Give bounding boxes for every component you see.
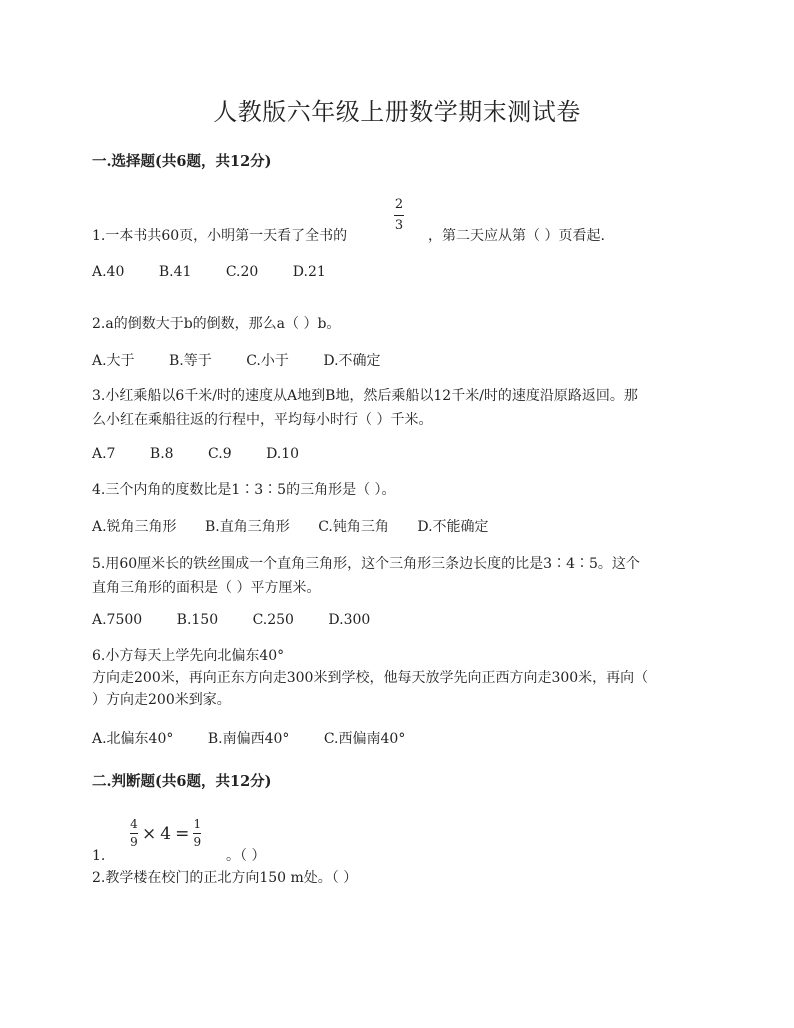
option-b: B.8 xyxy=(149,446,174,462)
option-c: C.9 xyxy=(208,446,232,462)
fraction-numerator: 1 xyxy=(193,817,202,831)
fraction-two-thirds xyxy=(394,198,404,233)
judge-question-1-number: 1. xyxy=(92,848,106,864)
equals-sign: = xyxy=(175,823,190,844)
fraction-denominator: 9 xyxy=(193,835,202,849)
fraction-four-ninths xyxy=(130,818,138,849)
fraction-denominator: 3 xyxy=(394,218,404,233)
question-6-line-3: ）方向走200米到家。 xyxy=(92,692,231,708)
option-a: A.7500 xyxy=(92,612,143,628)
option-d: D.300 xyxy=(328,612,371,628)
option-a: A.北偏东40° xyxy=(92,731,174,747)
option-d: D.不确定 xyxy=(323,353,381,369)
fraction-denominator: 9 xyxy=(130,835,138,849)
option-b: B.41 xyxy=(158,264,192,280)
fraction-numerator: 4 xyxy=(130,817,138,831)
section-heading-judge: 二.判断题(共6题，共12分) xyxy=(92,773,272,790)
question-5-line-1: 5.用60厘米长的铁丝围成一个直角三角形，这个三角形三条边长度的比是3∶4∶5。这个 xyxy=(92,556,640,572)
question-5-line-2: 直角三角形的面积是（ ）平方厘米。 xyxy=(92,580,321,596)
section-heading-choice: 一.选择题(共6题，共12分) xyxy=(92,153,272,170)
option-a: A.大于 xyxy=(92,353,135,369)
option-c: C.西偏南40° xyxy=(323,731,406,747)
fraction-bar xyxy=(130,833,138,834)
question-4-text: 4.三个内角的度数比是1∶3∶5的三角形是（ ）。 xyxy=(92,482,396,498)
math-expression xyxy=(130,818,201,849)
fraction-bar xyxy=(193,833,201,834)
option-a: A.40 xyxy=(92,264,125,280)
operand-four: 4 xyxy=(160,823,172,844)
times-sign: × xyxy=(142,823,157,844)
option-b: B.南偏西40° xyxy=(207,731,290,747)
option-c: C.小于 xyxy=(246,353,289,369)
option-d: D.21 xyxy=(292,264,326,280)
fraction-one-ninth xyxy=(193,818,201,849)
fraction-numerator: 2 xyxy=(394,197,404,212)
question-4-options xyxy=(92,516,519,536)
option-b: B.150 xyxy=(176,612,219,628)
option-b: B.等于 xyxy=(169,353,212,369)
option-c: C.钝角三角 xyxy=(318,519,389,535)
question-1-text-before: 1.一本书共60页，小明第一天看了全书的 xyxy=(92,228,348,244)
judge-question-2-text: 2.教学楼在校门的正北方向150 m处。（ ） xyxy=(92,870,358,886)
judge-question-1 xyxy=(92,818,392,868)
option-a: A.锐角三角形 xyxy=(92,519,177,535)
page-title: 人教版六年级上册数学期末测试卷 xyxy=(213,98,581,126)
question-3-line-2: 么小红在乘船往返的行程中，平均每小时行（ ）千米。 xyxy=(92,412,433,428)
option-d: D.不能确定 xyxy=(417,519,489,535)
option-a: A.7 xyxy=(92,446,116,462)
question-2-options xyxy=(92,350,411,370)
question-1-options xyxy=(92,264,356,280)
question-6-line-1: 6.小方每天上学先向北偏东40° xyxy=(92,648,285,664)
option-b: B.直角三角形 xyxy=(205,519,290,535)
question-2-text: 2.a的倒数大于b的倒数，那么a（ ）b。 xyxy=(92,316,341,332)
question-6-line-2: 方向走200米，再向正东方向走300米到学校，他每天放学先向正西方向走300米，再向（ xyxy=(92,670,649,686)
question-1-text-after: ，第二天应从第（ ）页看起. xyxy=(428,228,605,244)
question-3-options xyxy=(92,446,329,462)
question-5-options xyxy=(92,612,400,628)
question-6-options xyxy=(92,728,435,748)
fraction-bar xyxy=(394,215,404,216)
option-d: D.10 xyxy=(266,446,300,462)
option-c: C.20 xyxy=(225,264,259,280)
question-3-line-1: 3.小红乘船以6千米/时的速度从A地到B地，然后乘船以12千米/时的速度沿原路返回。那 xyxy=(92,388,638,404)
judge-question-1-suffix: 。（ ） xyxy=(226,848,266,864)
option-c: C.250 xyxy=(252,612,294,628)
